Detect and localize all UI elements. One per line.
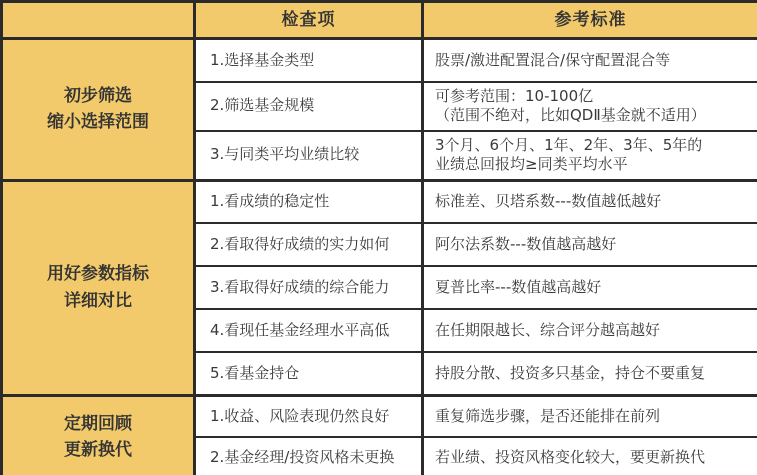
check-cell: 3.看取得好成绩的综合能力 [195,266,423,309]
check-cell: 2.基金经理/投资风格未更换 [195,437,423,475]
category-line: 定期回顾 [64,413,132,434]
standard-line: 若业绩、投资风格变化较大，要更新换代 [435,448,706,466]
check-cell: 3.与同类平均业绩比较 [195,131,423,181]
category-cell-initial-screening [2,39,195,181]
check-cell: 5.看基金持仓 [195,352,423,395]
check-cell: 2.筛选基金规模 [195,82,423,131]
standard-cell [423,395,757,437]
header-cell-category [2,2,195,39]
table-row [2,39,757,82]
category-line: 缩小选择范围 [47,112,149,133]
check-cell: 1.看成绩的稳定性 [195,180,423,223]
standard-cell [423,82,757,131]
standard-cell [423,131,757,181]
standard-cell [423,223,757,266]
category-cell-periodic-review [2,395,195,475]
category-line: 详细对比 [64,290,132,311]
standard-line: 股票/激进配置混合/保守配置混合等 [435,50,671,69]
check-cell: 2.看取得好成绩的实力如何 [195,223,423,266]
category-cell-parameter-comparison [2,180,195,395]
header-cell-standard: 参考标准 [423,2,757,39]
table-row [2,180,757,223]
standard-cell [423,352,757,395]
header-row [2,2,757,39]
standard-line: 持股分散、投资多只基金，持仓不要重复 [435,363,706,382]
standard-line: 业绩总回报均≥同类平均水平 [435,155,628,173]
standard-cell [423,437,757,475]
standard-line: 3个月、6个月、1年、2年、3年、5年的 [435,135,703,154]
standard-line: 在任期限越长、综合评分越高越好 [435,320,661,339]
standard-cell [423,309,757,352]
standard-cell [423,39,757,82]
header-cell-check: 检查项 [195,2,423,39]
category-line: 用好参数指标 [47,264,149,285]
standard-cell [423,266,757,309]
check-cell: 1.收益、风险表现仍然良好 [195,395,423,437]
standard-line: 阿尔法系数---数值越高越好 [435,234,617,253]
standard-line: 夏普比率---数值越高越好 [435,277,602,296]
standard-line: 可参考范围：10-100亿 [435,86,594,105]
standard-line: 重复筛选步骤，是否还能排在前列 [435,406,661,425]
standard-line: 标准差、贝塔系数---数值越低越好 [435,192,662,210]
check-cell: 1.选择基金类型 [195,39,423,82]
check-cell: 4.看现任基金经理水平高低 [195,309,423,352]
standard-cell [423,180,757,223]
category-line: 初步筛选 [64,85,132,106]
table-row [2,395,757,437]
standard-line: （范围不绝对，比如QDⅡ基金就不适用） [435,106,706,124]
category-line: 更新换代 [64,440,132,460]
